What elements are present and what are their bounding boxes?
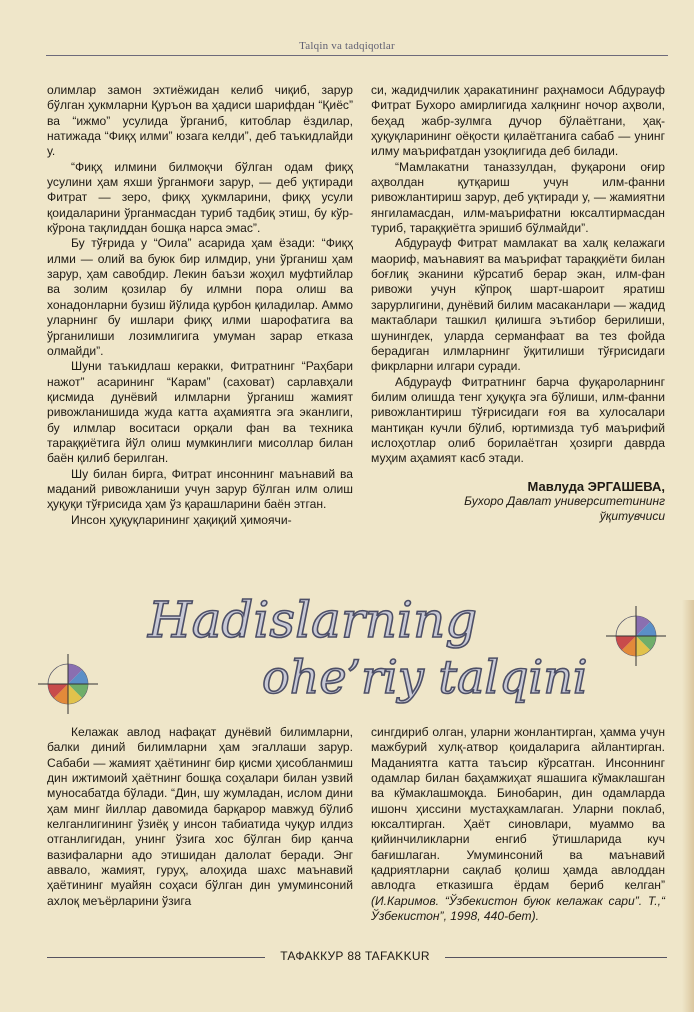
title-line2: ohe’riy talqini — [262, 650, 588, 704]
paragraph: Абдурауф Фитрат мамлакат ва халқ келажаги маориф, маънавият ва маърифат тараққиёти билан боғлиқ эканини кўрсатиб берар экан, илм-фан ривожи учун кўпроқ шарт-шароит яратиш зарурлигини, дунёвий билим масаканлари — жадид мактаблари ташкил қилишга эътибор берилиши, шунингдек, уларда серманфаат ва тез фойда берадиган илмларнинг ўқитилиши тўғрисидаги фикрларни илгари суради. — [371, 236, 665, 374]
paragraph: “Фиқҳ илмини билмоқчи бўлган одам фиқҳ усулини ҳам яхши ўрганмоғи зарур, — деб уқтиради Фитрат — зеро, фиқҳ ҳукмларини, фиқҳ усули қоидаларини ўрганмасдан туриб тадбиқ этиш, бу кўр-кўрона тақлиддан бошқа нарса эмас”. — [47, 159, 353, 236]
paragraph: Шуни таъкидлаш керакки, Фитратнинг “Раҳбари нажот” асарининг “Карам” (саховат) сарлавҳали қисмида дунёвий илмларни ўрганиш жамият ривожланишида жуда катта аҳамиятга эга эканлиги, бу илмлар воситаси орқали фан ва техника тараққиётига йўл олиш мумкинлиги мисоллар билан баён қилиб берилган. — [47, 359, 353, 466]
paragraph: Абдурауф Фитратнинг барча фуқароларнинг билим олишда тенг ҳуқуқга эга бўлиши, илм-фанни ривожлантириш тўғрисидаги ғоя ва хулосалари мантиқан кучли бўлиб, юртимизда туб маърифий ислоҳотлар олиб борилаётган ҳозирги даврда муҳим аҳамият касб этади. — [371, 374, 665, 466]
paragraph — [371, 725, 665, 924]
paragraph: “Мамлакатни таназзулдан, фуқарони оғир аҳволдан қутқариш учун илм-фанни ривожлантириш зарур, деб уқтиради у, — жамиятни янгиламасдан, илм-маърифатни юксалтирмасдан туриб, тараққиётга эришиб бўлмайди”. — [371, 159, 665, 236]
header-rule — [46, 55, 668, 56]
paragraph: Шу билан бирга, Фитрат инсоннинг маънавий ва маданий ривожланиши учун зарур бўлган илм олиш ҳуқуқи тўғрисида ҳам ўз қарашларини баён этган. — [47, 466, 353, 512]
paragraph: олимлар замон эхтиёжидан келиб чиқиб, зарур бўлган ҳукмларни Қуръон ва ҳадиси шарифдан “Қиёс” ва “ижмо” усулида ўрганиб, китоблар ёздилар, натижада “Фиқҳ илми” юзага келди”, деб таъкидлайди у. — [47, 83, 353, 159]
paragraph: Келажак авлод нафақат дунёвий билимларни, балки диний билимларни ҳам эгаллаши зарур. Сабаби — жамият ҳаётининг бир қисми ҳисобланмиш дин ижтимоий ҳаётнинг бошқа соҳалари билан узвий муносабатда бўлади. “Дин, шу жумладан, ислом дини ҳам минг йиллар давомида барқарор мавжуд бўлиб келганлигининг ўзиёқ у инсон табиатида чуқур илдиз отганлигидан, унинг ўзига хос бўлган бир қанча вазифаларни адо этишидан далолат беради. Энг аввало, жамият, гуруҳ, алоҳида шахс маънавий ҳаётининг муайян соҳаси бўлган дин умуминсоний ахлоқ меъёрларини ўзига — [47, 725, 353, 908]
paragraph: Бу тўғрида у “Оила” асарида ҳам ёзади: “Фиқҳ илми — олий ва буюк бир илмдир, уни ўрганиш ҳам зарур, ҳам савобдир. Лекин баъзи жоҳил муфтийлар ва золим қозилар бу илмни пора олиш ва хонадонларни бузиш йўлида қурбон қиладилар. Аммо уларнинг бу ишлари фиқҳ илми шарофатига ва ўрганилиши лозимлигига умуман зарар етказа олмайди”. — [47, 236, 353, 358]
title-line1: Hadislarning — [148, 591, 478, 649]
quote-text: сингдириб олган, уларни жонлантирган, ҳамма учун мажбурий хулқ-атвор қоидаларига айлантирган. Маданиятга катта таъсир кўрсатган. Инсоннинг одамлар билан баҳамжиҳат яшашига кўмаклашган ва кўмаклашмоқда. Бинобарин, дин одамларда ишонч ҳиссини мустаҳкамлаган. Уларни поклаб, юксалтирган. Ҳаёт синовлари, муаммо ва қийинчиликларни енгиб ўтишларида куч бағишлаган. Умуминсоний ва маънавий қадриятларни сақлаб қолиш ҳамда авлоддан авлодга етказишга ёрдам бериб келган” — [371, 725, 665, 893]
article2-column-right — [371, 725, 665, 924]
author-name: Мавлуда ЭРГАШЕВА, — [527, 478, 665, 494]
paragraph: си, жадидчилик ҳаракатининг раҳнамоси Абдурауф Фитрат Бухоро амирлигида халқнинг ночор аҳволи, беҳад жабр-зулмга дучор бўлаётгани, ҳақ-ҳуқуқларининг оёқости қилаётганига сабаб — унинг илму маърифатдан узоқлигида деб билади. — [371, 83, 665, 159]
article2-title — [0, 585, 694, 705]
footer-rule-left — [47, 957, 265, 958]
paragraph: Инсон ҳуқуқларининг ҳақиқий ҳимоячи- — [71, 512, 292, 527]
page-footer: ТАФАККУР 88 TAFAKKUR — [280, 949, 430, 963]
citation: (И.Каримов. “Ўзбекистон буюк келажак сари”. Т.,“ Ўзбекистон”, 1998, 440-бет). — [371, 893, 665, 924]
article1-column-left — [47, 83, 353, 528]
author-affiliation-line2: ўқитувчиси — [599, 509, 665, 524]
article2-column-left — [47, 725, 353, 909]
article1-column-right — [371, 83, 665, 525]
running-head: Talqin va tadqiqotlar — [299, 40, 395, 52]
footer-rule-right — [445, 957, 667, 958]
author-affiliation-line1: Бухоро Давлат университетининг — [464, 493, 665, 508]
